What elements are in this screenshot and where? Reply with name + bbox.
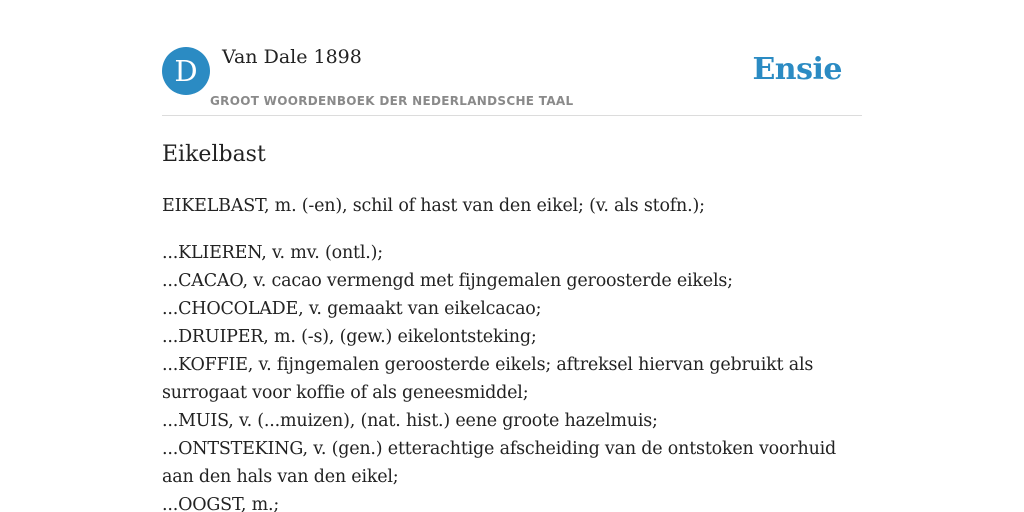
sublemma-line: ...CHOCOLADE, v. gemaakt van eikelcacao;: [162, 299, 542, 319]
entry-sublemmas: [162, 239, 862, 512]
header: [162, 0, 862, 116]
dictionary-logo[interactable]: D: [162, 47, 210, 95]
entry-title: Eikelbast: [162, 142, 266, 167]
entry-definition: EIKELBAST, m. (-en), schil of hast van den eikel; (v. als stofn.);: [162, 196, 705, 216]
sublemma-line: ...KOFFIE, v. fijngemalen geroosterde eikels; aftreksel hiervan gebruikt als surrogaat voor koffie of als geneesmiddel;: [162, 355, 814, 403]
page-container: [162, 0, 862, 512]
sublemma-line: ...DRUIPER, m. (-s), (gew.) eikelontsteking;: [162, 327, 537, 347]
dictionary-title[interactable]: Van Dale 1898: [222, 46, 362, 68]
dictionary-subtitle: GROOT WOORDENBOEK DER NEDERLANDSCHE TAAL: [210, 94, 574, 108]
ensie-brand-link[interactable]: Ensie: [752, 52, 842, 87]
sublemma-line: ...MUIS, v. (...muizen), (nat. hist.) eene groote hazelmuis;: [162, 411, 658, 431]
sublemma-line: ...OOGST, m.;: [162, 495, 280, 512]
sublemma-line: ...KLIEREN, v. mv. (ontl.);: [162, 243, 383, 263]
sublemma-line: ...CACAO, v. cacao vermengd met fijngemalen geroosterde eikels;: [162, 271, 733, 291]
sublemma-line: ...ONTSTEKING, v. (gen.) etterachtige afscheiding van de ontstoken voorhuid aan den hals van den eikel;: [162, 439, 837, 487]
